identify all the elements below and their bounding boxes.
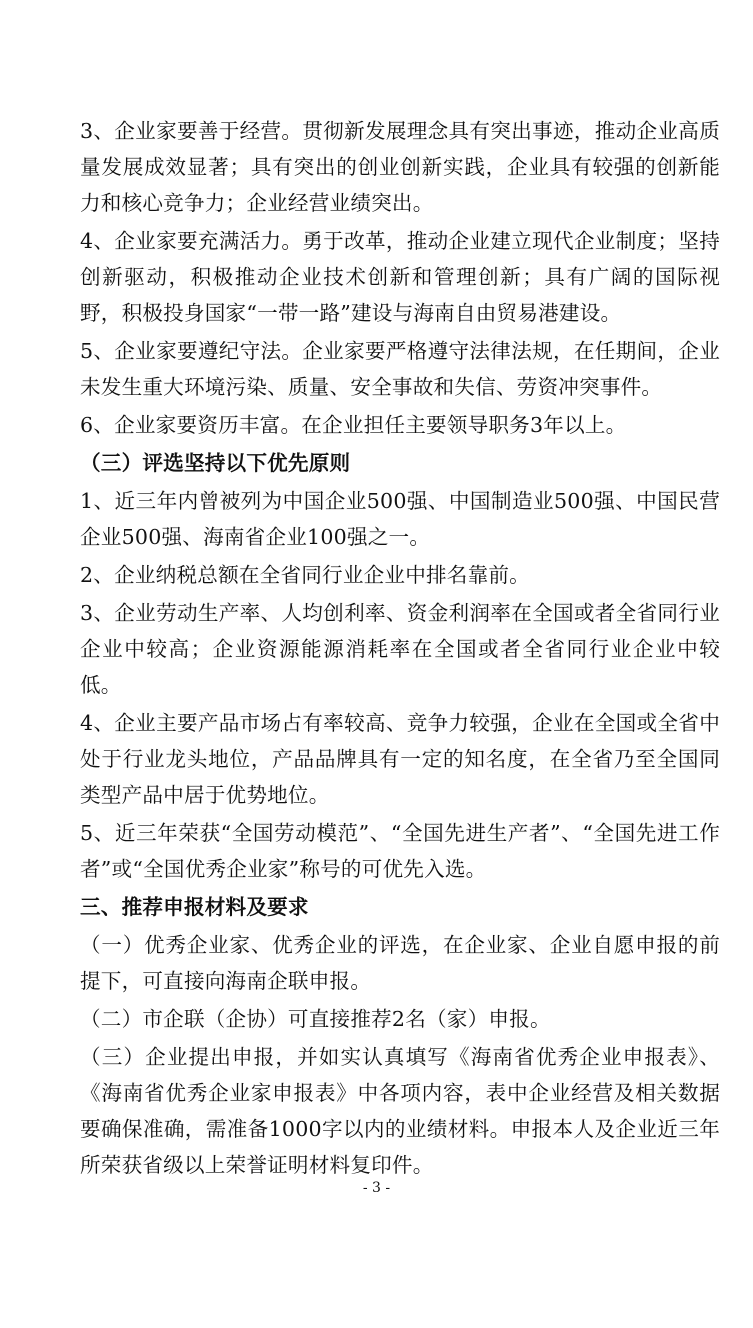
paragraph-14: （三）企业提出申报，并如实认真填写《海南省优秀企业申报表》、《海南省优秀企业家申报表》中各项内容，表中企业经营及相关数据要确保准确，需准备1000字以内的业绩材料。申报本人及企业近三年所荣获省级以上荣誉证明材料复印件。 (80, 1045, 720, 1177)
paragraph-9: 4、企业主要产品市场占有率较高、竞争力较强，企业在全国或全省中处于行业龙头地位，产品品牌具有一定的知名度，在全省乃至全国同类型产品中居于优势地位。 (80, 711, 720, 807)
paragraph-13: （二）市企联（企协）可直接推荐2名（家）申报。 (80, 1007, 551, 1031)
paragraph-2: 4、企业家要充满活力。勇于改革，推动企业建立现代企业制度；坚持创新驱动，积极推动企业技术创新和管理创新；具有广阔的国际视野，积极投身国家“一带一路”建设与海南自由贸易港建设。 (80, 229, 720, 325)
paragraph-8: 3、企业劳动生产率、人均创利率、资金利润率在全国或者全省同行业企业中较高；企业资源能源消耗率在全国或者全省同行业企业中较低。 (80, 601, 720, 697)
section-heading-priority-principles: （三）评选坚持以下优先原则 (80, 451, 351, 475)
paragraph-7: 2、企业纳税总额在全省同行业企业中排名靠前。 (80, 563, 530, 587)
paragraph-10: 5、近三年荣获“全国劳动模范”、“全国先进生产者”、“全国先进工作者”或“全国优秀企业家”称号的可优先入选。 (80, 821, 720, 881)
paragraph-4: 6、企业家要资历丰富。在企业担任主要领导职务3年以上。 (80, 413, 627, 437)
section-heading-submission-requirements: 三、推荐申报材料及要求 (80, 895, 309, 919)
paragraph-1: 3、企业家要善于经营。贯彻新发展理念具有突出事迹，推动企业高质量发展成效显著；具有突出的创业创新实践，企业具有较强的创新能力和核心竞争力；企业经营业绩突出。 (80, 119, 720, 215)
paragraph-12: （一）优秀企业家、优秀企业的评选，在企业家、企业自愿申报的前提下，可直接向海南企联申报。 (80, 933, 720, 993)
paragraph-3: 5、企业家要遵纪守法。企业家要严格遵守法律法规，在任期间，企业未发生重大环境污染、质量、安全事故和失信、劳资冲突事件。 (80, 339, 720, 399)
page-number: - 3 - (362, 1180, 391, 1196)
paragraph-6: 1、近三年内曾被列为中国企业500强、中国制造业500强、中国民营企业500强、海南省企业100强之一。 (80, 489, 720, 549)
document-content (80, 113, 720, 1183)
